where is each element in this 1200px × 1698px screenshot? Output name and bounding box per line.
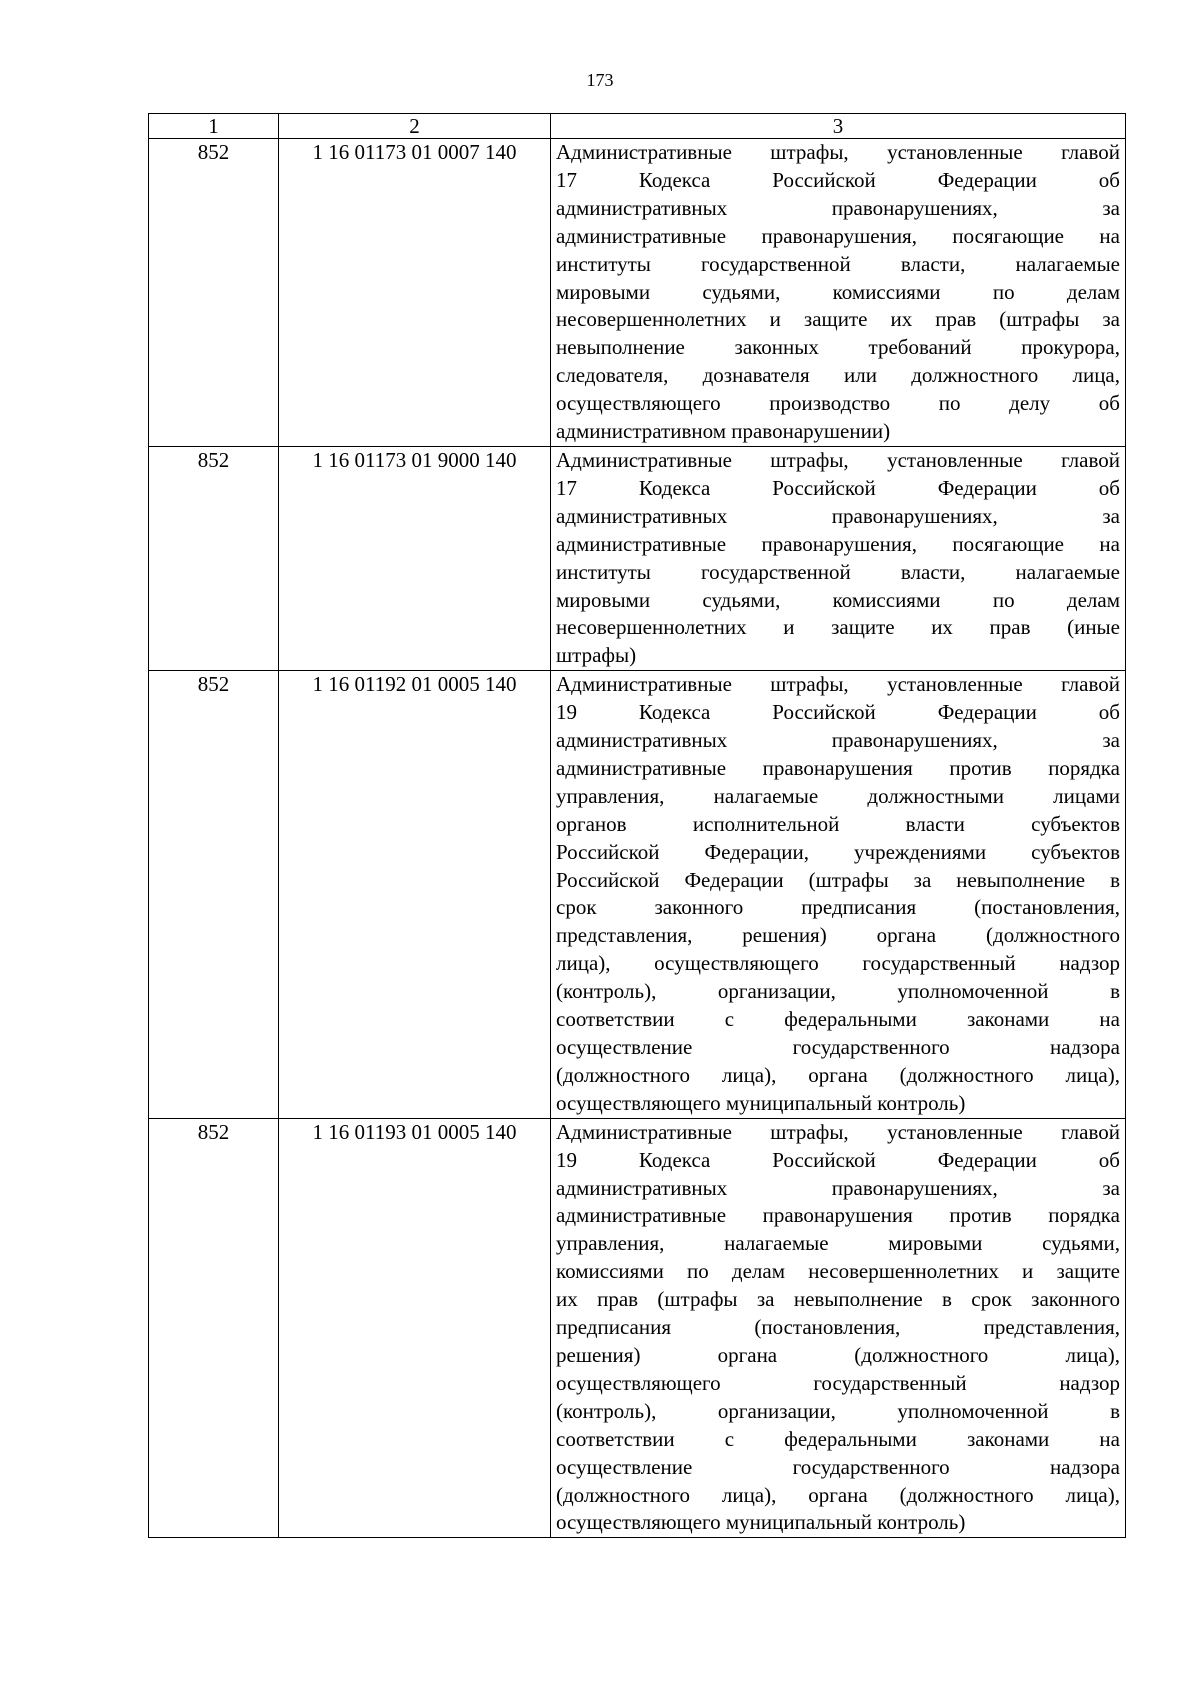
description-cell [551, 671, 1126, 1119]
admin-code-cell: 852 [149, 671, 279, 1119]
description-line: (контроль), организации, уполномоченной в [556, 979, 1120, 1004]
description-line: несовершеннолетних и защите их прав (штрафы за [556, 307, 1120, 332]
description-line: штрафы) [556, 643, 637, 668]
description-line: осуществление государственного надзора [556, 1035, 1120, 1059]
description-line: 17 Кодекса Российской Федерации об [556, 167, 1120, 192]
table-row [149, 139, 1126, 447]
description-line: соответствии с федеральными законами на [556, 1426, 1120, 1451]
admin-code-cell: 852 [149, 139, 279, 447]
description-line: институты государственной власти, налагаемые [556, 251, 1120, 276]
description-line: осуществление государственного надзора [556, 1454, 1120, 1479]
description-line: 17 Кодекса Российской Федерации об [556, 475, 1120, 500]
description-line: Административные штрафы, установленные главой [556, 1119, 1120, 1144]
description-line: Российской Федерации (штрафы за невыполнение в [556, 867, 1120, 892]
description-line: управления, налагаемые должностными лицами [556, 783, 1120, 808]
description-line: Административные штрафы, установленные главой [556, 447, 1120, 472]
description-line: осуществляющего муниципальный контроль) [556, 1090, 966, 1115]
table-row [149, 446, 1126, 670]
description-line: (контроль), организации, уполномоченной в [556, 1398, 1120, 1423]
description-line: предписания (постановления, представления, [556, 1315, 1120, 1340]
admin-code-cell: 852 [149, 1118, 279, 1538]
description-line: административные правонарушения против порядка [556, 755, 1120, 780]
description-line: комиссиями по делам несовершеннолетних и защите [556, 1259, 1120, 1284]
description-line: административные правонарушения против порядка [556, 1203, 1120, 1228]
budget-classification-code-cell: 1 16 01192 01 0005 140 [279, 671, 551, 1119]
description-cell [551, 139, 1126, 447]
description-line: органов исполнительной власти субъектов [556, 811, 1120, 836]
page-number: 173 [586, 70, 614, 90]
budget-classification-code-cell: 1 16 01193 01 0005 140 [279, 1118, 551, 1538]
description-line: Административные штрафы, установленные главой [556, 140, 1120, 164]
description-line: несовершеннолетних и защите их прав (иные [556, 615, 1120, 640]
description-line: (должностного лица), органа (должностного лица), [556, 1062, 1120, 1087]
table-row [149, 1118, 1126, 1538]
description-line: административные правонарушения, посягающие на [556, 531, 1120, 556]
description-line: (должностного лица), органа (должностного лица), [556, 1482, 1120, 1507]
description-line: лица), осуществляющего государственный надзор [556, 951, 1120, 976]
description-line: срок законного предписания (постановления, [556, 895, 1120, 920]
description-line: Административные штрафы, установленные главой [556, 672, 1120, 697]
description-line: мировыми судьями, комиссиями по делам [556, 279, 1120, 304]
table-row [149, 671, 1126, 1119]
description-line: осуществляющего производство по делу об [556, 391, 1120, 416]
budget-codes-table [148, 113, 1126, 1538]
description-line: административные правонарушения, посягающие на [556, 223, 1120, 248]
column-header-2: 2 [279, 114, 551, 139]
description-line: административном правонарушении) [556, 419, 891, 444]
description-line: управления, налагаемые мировыми судьями, [556, 1231, 1120, 1256]
description-line: 19 Кодекса Российской Федерации об [556, 700, 1120, 725]
description-line: Российской Федерации, учреждениями субъектов [556, 839, 1120, 864]
description-line: невыполнение законных требований прокурора, [556, 335, 1120, 360]
description-line: их прав (штрафы за невыполнение в срок законного [556, 1287, 1120, 1312]
description-line: осуществляющего государственный надзор [556, 1370, 1120, 1395]
description-line: мировыми судьями, комиссиями по делам [556, 587, 1120, 612]
description-line: осуществляющего муниципальный контроль) [556, 1510, 966, 1535]
budget-classification-code-cell: 1 16 01173 01 9000 140 [279, 446, 551, 670]
table-body [149, 139, 1126, 1538]
description-line: институты государственной власти, налагаемые [556, 559, 1120, 584]
description-line: административных правонарушениях, за [556, 503, 1120, 528]
description-line: решения) органа (должностного лица), [556, 1342, 1120, 1367]
column-header-1: 1 [149, 114, 279, 139]
description-line: административных правонарушениях, за [556, 728, 1120, 753]
description-line: следователя, дознавателя или должностного лица, [556, 363, 1120, 388]
description-line: 19 Кодекса Российской Федерации об [556, 1147, 1120, 1172]
column-header-3: 3 [551, 114, 1126, 139]
admin-code-cell: 852 [149, 446, 279, 670]
description-line: административных правонарушениях, за [556, 1175, 1120, 1200]
description-cell [551, 1118, 1126, 1538]
budget-classification-code-cell: 1 16 01173 01 0007 140 [279, 139, 551, 447]
description-line: представления, решения) органа (должностного [556, 923, 1120, 948]
table-header-row [149, 114, 1126, 139]
description-cell [551, 446, 1126, 670]
description-line: соответствии с федеральными законами на [556, 1007, 1120, 1032]
description-line: административных правонарушениях, за [556, 195, 1120, 220]
